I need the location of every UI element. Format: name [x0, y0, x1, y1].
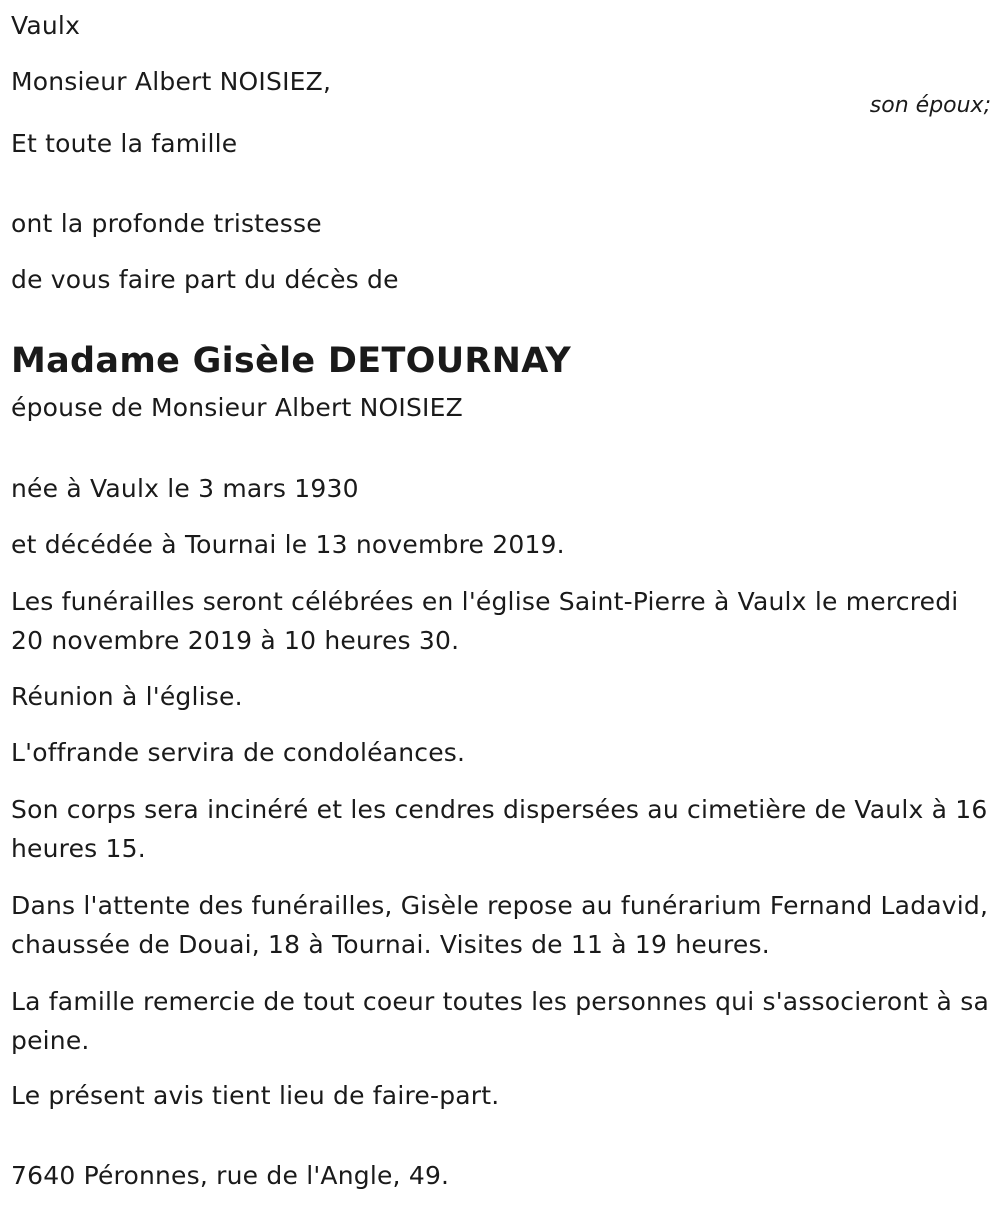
- family-line: Et toute la famille: [11, 129, 238, 158]
- deceased-name: Madame Gisèle DETOURNAY: [11, 341, 571, 381]
- announcement-line-2: de vous faire part du décès de: [11, 265, 399, 294]
- notice-line: Le présent avis tient lieu de faire-part.: [11, 1081, 500, 1110]
- funeral-paragraph: Les funérailles seront célébrées en l'église Saint-Pierre à Vaulx le mercredi 20 novembre 2019 à 10 heures 30.: [11, 587, 959, 655]
- meeting-line: Réunion à l'église.: [11, 682, 243, 711]
- death-line: et décédée à Tournai le 13 novembre 2019.: [11, 530, 565, 559]
- visitation-paragraph: Dans l'attente des funérailles, Gisèle repose au funérarium Fernand Ladavid, chaussée de Douai, 18 à Tournai. Visites de 11 à 19 heures.: [11, 891, 989, 959]
- announcement-line-1: ont la profonde tristesse: [11, 209, 322, 238]
- cremation-paragraph: Son corps sera incinéré et les cendres dispersées au cimetière de Vaulx à 16 heures 15.: [11, 795, 988, 863]
- thanks-paragraph: La famille remercie de tout coeur toutes les personnes qui s'associeront à sa peine.: [11, 987, 989, 1055]
- address-line: 7640 Péronnes, rue de l'Angle, 49.: [11, 1161, 450, 1190]
- spouse-relation: son époux;: [869, 93, 991, 118]
- locality: Vaulx: [11, 11, 81, 40]
- spouse-name: Monsieur Albert NOISIEZ,: [11, 67, 332, 96]
- offering-line: L'offrande servira de condoléances.: [11, 738, 466, 767]
- birth-line: née à Vaulx le 3 mars 1930: [11, 474, 359, 503]
- spouse-of: épouse de Monsieur Albert NOISIEZ: [11, 393, 463, 422]
